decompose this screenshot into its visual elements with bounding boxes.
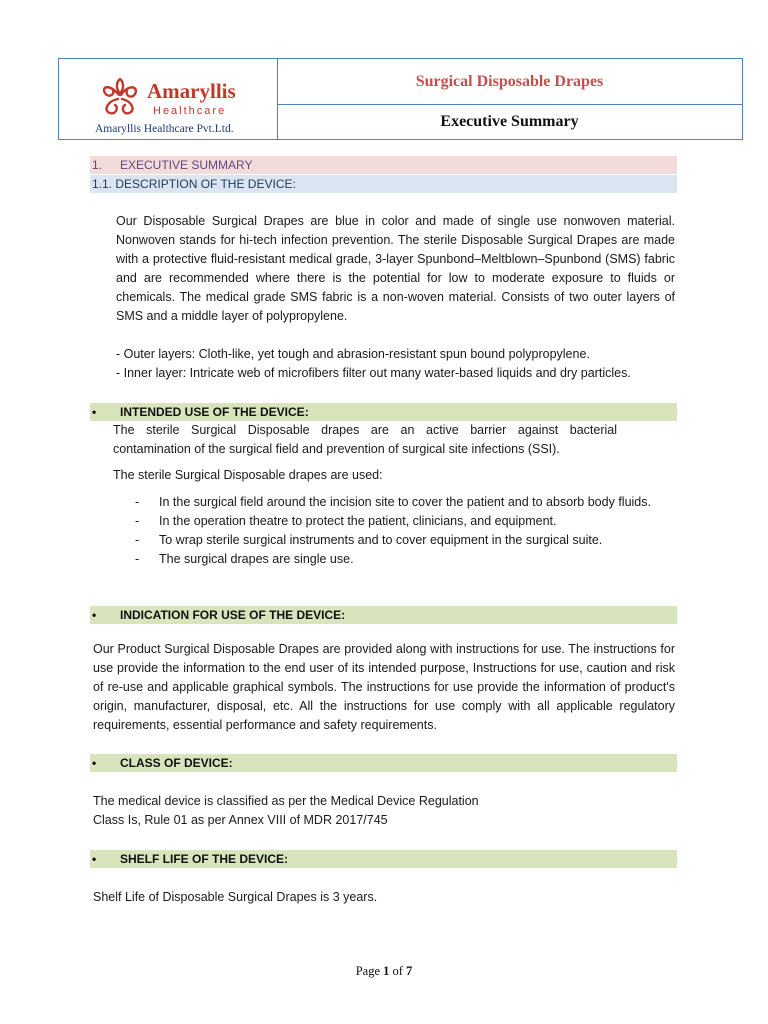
bullet-icon: •: [92, 756, 97, 770]
section-heading-description: [90, 175, 677, 193]
brand-tagline: Healthcare: [153, 105, 227, 117]
class-line-2: Class Is, Rule 01 as per Annex VIII of MDR 2017/745: [93, 813, 388, 827]
description-paragraph: Our Disposable Surgical Drapes are blue in color and made of single use nonwoven material. Nonwoven stands for hi-tech infection prevention. The sterile Disposable Surgical Drapes are made with a protective fluid-resistant medical grade, 3-layer Spunbond–Meltblown–Spunbond (SMS) fabric and are recommended where there is the potential for low to moderate exposure to fluids or chemicals. The medical grade SMS fabric is a non-woven material. Consists of two outer layers of SMS and a middle layer of polypropylene.: [116, 214, 675, 323]
logo-cell: [59, 59, 278, 139]
list-item: - In the operation theatre to protect the patient, clinicians, and equipment.: [135, 514, 557, 528]
section-heading-intended-use: [90, 403, 677, 421]
section-label: 1.1. DESCRIPTION OF THE DEVICE:: [92, 177, 296, 191]
description-outer-layers: - Outer layers: Cloth-like, yet tough and abrasion-resistant spun bound polypropylene.: [116, 347, 590, 361]
section-label: INDICATION FOR USE OF THE DEVICE:: [120, 608, 346, 622]
brand-name: Amaryllis: [147, 79, 236, 103]
bullet-icon: •: [92, 852, 97, 866]
bullet-icon: •: [92, 405, 97, 419]
section-heading-executive-summary: [90, 156, 677, 174]
intended-use-lead: The sterile Surgical Disposable drapes are used:: [113, 468, 383, 482]
amaryllis-flower-logo-icon: [95, 73, 143, 121]
section-number: 1.: [92, 158, 103, 172]
section-label: CLASS OF DEVICE:: [120, 756, 233, 770]
bullet-icon: •: [92, 608, 97, 622]
document-subtitle: Executive Summary: [440, 112, 579, 130]
section-heading-class: [90, 754, 677, 772]
section-heading-shelf-life: [90, 850, 677, 868]
indication-paragraph: Our Product Surgical Disposable Drapes are provided along with instructions for use. The instructions for use provide the information to the end user of its intended purpose, Instructions for use, caution and risk of re-use and applicable graphical symbols. The instructions for use provide the information of product's origin, manufacturer, disposal, etc. All the instructions for use comply with all applicable regulatory requirements, essential performance and safety requirements.: [93, 642, 675, 732]
shelf-life-paragraph: Shelf Life of Disposable Surgical Drapes is 3 years.: [93, 890, 378, 904]
section-label: INTENDED USE OF THE DEVICE:: [120, 405, 309, 419]
list-item: - To wrap sterile surgical instruments and to cover equipment in the surgical suite.: [135, 533, 603, 547]
section-label: EXECUTIVE SUMMARY: [120, 158, 253, 172]
page-number: Page 1 of 7: [355, 964, 413, 978]
intended-use-paragraph: The sterile Surgical Disposable drapes are an active barrier against bacterial contamination of the surgical field and prevention of surgical site infections (SSI).: [113, 423, 617, 456]
list-item: - In the surgical field around the incision site to cover the patient and to absorb body fluids.: [135, 495, 651, 509]
intended-use-list: [135, 493, 675, 569]
list-item: - The surgical drapes are single use.: [135, 552, 354, 566]
section-heading-indication: [90, 606, 677, 624]
class-line-1: The medical device is classified as per the Medical Device Regulation: [93, 794, 479, 808]
document-title: Surgical Disposable Drapes: [277, 59, 742, 105]
section-label: SHELF LIFE OF THE DEVICE:: [120, 852, 289, 866]
document-header: [58, 58, 743, 140]
company-name: Amaryllis Healthcare Pvt.Ltd.: [95, 123, 234, 135]
description-inner-layer: - Inner layer: Intricate web of microfibers filter out many water-based liquids and dry particles.: [116, 366, 631, 380]
